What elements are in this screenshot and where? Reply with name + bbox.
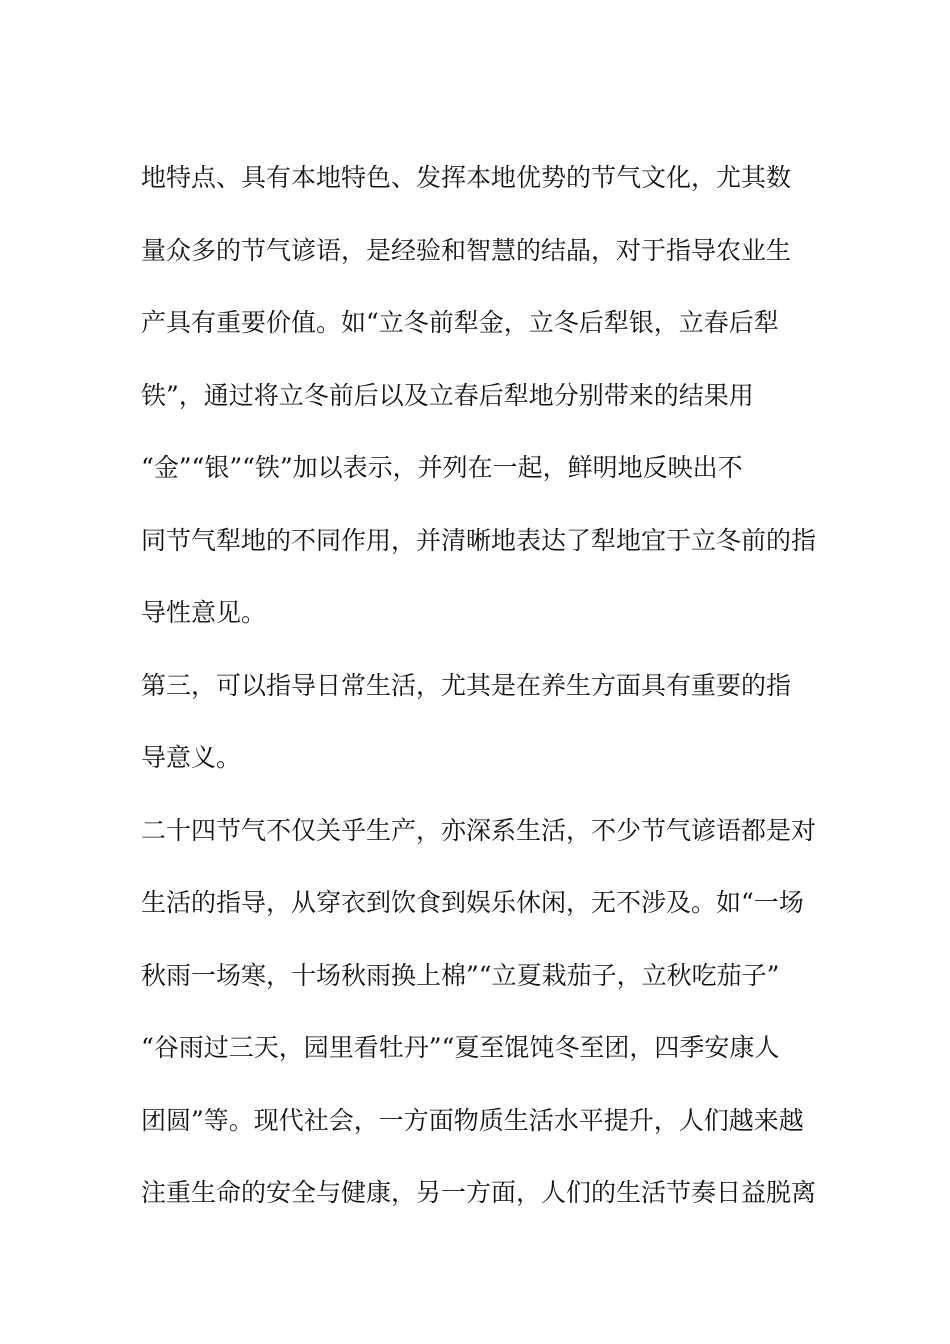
body-text xyxy=(141,142,841,1230)
text-line: “金”“银”“铁”加以表示，并列在一起，鲜明地反映出不 xyxy=(141,453,743,482)
text-line: “谷雨过三天，园里看牡丹”“夏至馄饨冬至团，四季安康人 xyxy=(141,1033,780,1062)
text-line: 注重生命的安全与健康，另一方面，人们的生活节奏日益脱离 xyxy=(141,1178,817,1207)
text-line: 地特点、具有本地特色、发挥本地优势的节气文化，尤其数 xyxy=(141,163,792,192)
text-line: 秋雨一场寒，十场秋雨换上棉”“立夏栽茄子，立秋吃茄子” xyxy=(141,960,780,990)
text-line: 第三，可以指导日常生活，尤其是在养生方面具有重要的指 xyxy=(141,670,792,700)
text-line: 团圆”等。现代社会，一方面物质生活水平提升，人们越来越 xyxy=(141,1105,804,1135)
text-line: 铁”，通过将立冬前后以及立春后犁地分别带来的结果用 xyxy=(141,380,754,410)
text-line: 导性意见。 xyxy=(141,598,267,627)
text-line: 同节气犁地的不同作用，并清晰地表达了犁地宜于立冬前的指 xyxy=(141,525,817,555)
text-line: 产具有重要价值。如“立冬前犁金，立冬后犁银，立春后犁 xyxy=(141,308,779,337)
text-line: 生活的指导，从穿衣到饮食到娱乐休闲，无不涉及。如“一场 xyxy=(141,888,804,917)
text-line: 量众多的节气谚语，是经验和智慧的结晶，对于指导农业生 xyxy=(141,235,792,265)
text-line: 导意义。 xyxy=(141,743,242,772)
text-line: 二十四节气不仅关乎生产，亦深系生活，不少节气谚语都是对 xyxy=(141,815,817,845)
